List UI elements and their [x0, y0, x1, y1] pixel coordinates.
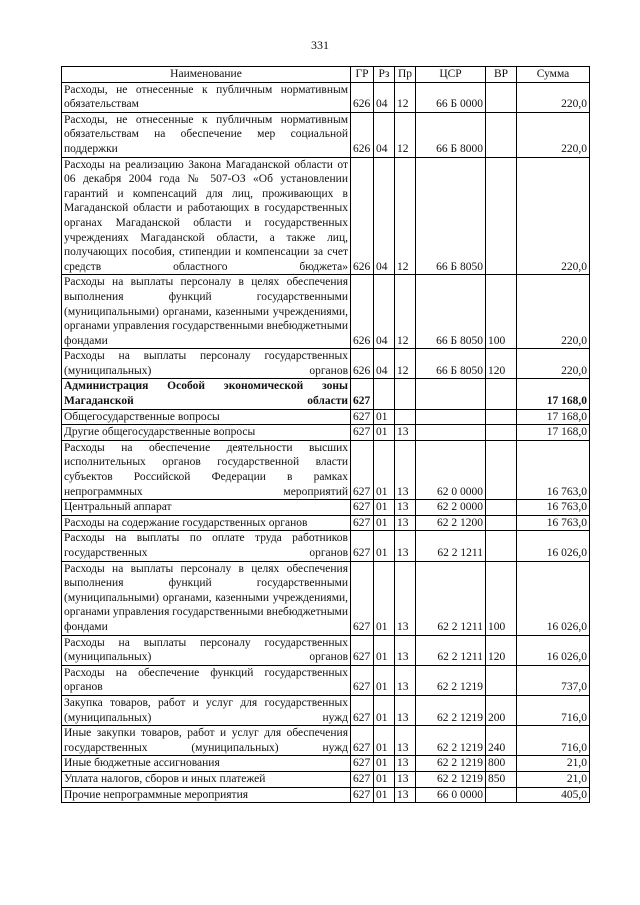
cell-sum: 16 026,0	[517, 635, 590, 665]
cell-rz: 01	[374, 515, 395, 531]
cell-csr: 62 2 1219	[416, 756, 486, 772]
cell-rz: 04	[374, 157, 395, 275]
cell-sum: 220,0	[517, 157, 590, 275]
table-body	[62, 82, 590, 803]
cell-gr: 627	[351, 425, 374, 441]
cell-csr: 66 Б 8000	[416, 112, 486, 157]
cell-vr: 800	[486, 756, 517, 772]
cell-pr: 13	[395, 531, 416, 561]
cell-csr: 62 2 1219	[416, 665, 486, 695]
cell-name: Расходы на выплаты по оплате труда работников государственных органов	[62, 531, 351, 561]
cell-name: Расходы на обеспечение деятельности высших исполнительных органов государственной власти субъектов Российской Федерации в рамках непрограммных мероприятий	[62, 440, 351, 499]
cell-name: Иные закупки товаров, работ и услуг для обеспечения государственных (муниципальных) нужд	[62, 726, 351, 756]
cell-sum: 220,0	[517, 82, 590, 112]
header-vr: ВР	[486, 67, 517, 83]
cell-gr: 627	[351, 409, 374, 425]
cell-name: Расходы на выплаты персоналу в целях обеспечения выполнения функций государственными (муниципальными) органами, казенными учреждениями, органами управления государственными внебюджетными фондами	[62, 561, 351, 635]
cell-rz: 01	[374, 440, 395, 499]
cell-gr: 626	[351, 275, 374, 349]
cell-gr: 627	[351, 665, 374, 695]
cell-rz: 01	[374, 787, 395, 803]
budget-table	[61, 66, 590, 803]
cell-sum: 16 026,0	[517, 531, 590, 561]
cell-gr: 627	[351, 787, 374, 803]
cell-csr: 62 2 1211	[416, 561, 486, 635]
cell-gr: 626	[351, 349, 374, 379]
table-row	[62, 425, 590, 441]
cell-rz: 01	[374, 425, 395, 441]
cell-sum: 16 763,0	[517, 515, 590, 531]
cell-vr: 120	[486, 635, 517, 665]
table-row	[62, 275, 590, 349]
cell-vr: 850	[486, 771, 517, 787]
cell-name: Другие общегосударственные вопросы	[62, 425, 351, 441]
cell-pr: 12	[395, 157, 416, 275]
cell-name: Иные бюджетные ассигнования	[62, 756, 351, 772]
cell-rz: 01	[374, 726, 395, 756]
table-row	[62, 695, 590, 725]
cell-pr: 13	[395, 561, 416, 635]
cell-vr	[486, 82, 517, 112]
cell-csr: 62 0 0000	[416, 440, 486, 499]
cell-pr: 13	[395, 665, 416, 695]
table-row	[62, 665, 590, 695]
cell-vr	[486, 665, 517, 695]
table-row	[62, 112, 590, 157]
cell-vr	[486, 425, 517, 441]
cell-vr	[486, 379, 517, 409]
cell-gr: 627	[351, 440, 374, 499]
cell-gr: 627	[351, 531, 374, 561]
cell-pr: 12	[395, 82, 416, 112]
cell-csr: 66 Б 8050	[416, 275, 486, 349]
cell-rz: 04	[374, 82, 395, 112]
cell-vr: 200	[486, 695, 517, 725]
cell-gr: 627	[351, 515, 374, 531]
table-row	[62, 561, 590, 635]
header-csr: ЦСР	[416, 67, 486, 83]
cell-name: Расходы на обеспечение функций государственных органов	[62, 665, 351, 695]
table-row	[62, 787, 590, 803]
cell-pr: 13	[395, 695, 416, 725]
cell-rz: 01	[374, 561, 395, 635]
cell-vr: 120	[486, 349, 517, 379]
cell-pr: 13	[395, 726, 416, 756]
cell-csr: 62 2 1219	[416, 726, 486, 756]
table-row	[62, 409, 590, 425]
cell-name: Расходы на выплаты персоналу государственных (муниципальных) органов	[62, 349, 351, 379]
table-row	[62, 349, 590, 379]
cell-gr: 626	[351, 112, 374, 157]
table-row	[62, 157, 590, 275]
cell-pr: 13	[395, 500, 416, 516]
cell-vr: 100	[486, 561, 517, 635]
cell-sum: 16 763,0	[517, 500, 590, 516]
cell-name: Расходы на реализацию Закона Магаданской области от 06 декабря 2004 года № 507-ОЗ «Об установлении гарантий и компенсаций для лиц, проживающих в Магаданской области и работающих в государственных органах Магаданской области и государственных учреждениях Магаданской области, а также лиц, получающих пособия, стипендии и компенсации за счет средств областного бюджета»	[62, 157, 351, 275]
cell-rz: 01	[374, 409, 395, 425]
cell-pr: 13	[395, 771, 416, 787]
cell-gr: 627	[351, 726, 374, 756]
cell-csr	[416, 379, 486, 409]
cell-csr: 62 2 1219	[416, 695, 486, 725]
cell-pr: 13	[395, 787, 416, 803]
cell-sum: 716,0	[517, 726, 590, 756]
cell-gr: 626	[351, 157, 374, 275]
cell-gr: 627	[351, 756, 374, 772]
cell-rz: 04	[374, 275, 395, 349]
cell-rz: 01	[374, 771, 395, 787]
cell-csr: 62 2 0000	[416, 500, 486, 516]
cell-name: Расходы на содержание государственных органов	[62, 515, 351, 531]
cell-vr	[486, 500, 517, 516]
cell-gr: 627	[351, 561, 374, 635]
cell-pr: 13	[395, 635, 416, 665]
cell-vr	[486, 112, 517, 157]
cell-name: Администрация Особой экономической зоны Магаданской области	[62, 379, 351, 409]
cell-csr: 66 Б 0000	[416, 82, 486, 112]
cell-csr	[416, 425, 486, 441]
cell-csr: 66 Б 8050	[416, 349, 486, 379]
cell-vr	[486, 531, 517, 561]
cell-pr	[395, 379, 416, 409]
cell-vr: 240	[486, 726, 517, 756]
cell-vr	[486, 157, 517, 275]
table-row	[62, 500, 590, 516]
cell-pr: 13	[395, 515, 416, 531]
cell-sum: 220,0	[517, 112, 590, 157]
header-name: Наименование	[62, 67, 351, 83]
cell-name: Уплата налогов, сборов и иных платежей	[62, 771, 351, 787]
cell-pr: 12	[395, 112, 416, 157]
cell-pr: 12	[395, 349, 416, 379]
table-row	[62, 379, 590, 409]
cell-sum: 17 168,0	[517, 409, 590, 425]
cell-sum: 21,0	[517, 756, 590, 772]
cell-vr: 100	[486, 275, 517, 349]
table-row	[62, 515, 590, 531]
table-row	[62, 82, 590, 112]
cell-csr: 66 0 0000	[416, 787, 486, 803]
cell-sum: 17 168,0	[517, 379, 590, 409]
table-row	[62, 531, 590, 561]
cell-vr	[486, 440, 517, 499]
cell-name: Центральный аппарат	[62, 500, 351, 516]
cell-vr	[486, 515, 517, 531]
cell-rz: 01	[374, 531, 395, 561]
table-row	[62, 635, 590, 665]
cell-pr	[395, 409, 416, 425]
cell-csr: 62 2 1211	[416, 531, 486, 561]
cell-gr: 626	[351, 82, 374, 112]
cell-gr: 627	[351, 500, 374, 516]
cell-rz: 01	[374, 756, 395, 772]
cell-name: Расходы на выплаты персоналу государственных (муниципальных) органов	[62, 635, 351, 665]
cell-name: Расходы на выплаты персоналу в целях обеспечения выполнения функций государственными (муниципальными) органами, казенными учреждениями, органами управления государственными внебюджетными фондами	[62, 275, 351, 349]
cell-csr: 66 Б 8050	[416, 157, 486, 275]
cell-sum: 16 026,0	[517, 561, 590, 635]
cell-gr: 627	[351, 771, 374, 787]
header-rz: Рз	[374, 67, 395, 83]
cell-rz: 04	[374, 112, 395, 157]
page-number: 331	[311, 38, 329, 52]
header-sum: Сумма	[517, 67, 590, 83]
cell-pr: 12	[395, 275, 416, 349]
cell-csr: 62 2 1200	[416, 515, 486, 531]
cell-rz: 01	[374, 500, 395, 516]
cell-rz	[374, 379, 395, 409]
table-header-row	[62, 67, 590, 83]
cell-gr: 627	[351, 379, 374, 409]
cell-csr: 62 2 1219	[416, 771, 486, 787]
cell-sum: 17 168,0	[517, 425, 590, 441]
cell-sum: 16 763,0	[517, 440, 590, 499]
cell-sum: 220,0	[517, 275, 590, 349]
cell-vr	[486, 787, 517, 803]
cell-sum: 405,0	[517, 787, 590, 803]
table-row	[62, 771, 590, 787]
cell-sum: 716,0	[517, 695, 590, 725]
cell-sum: 21,0	[517, 771, 590, 787]
cell-name: Прочие непрограммные мероприятия	[62, 787, 351, 803]
header-gr: ГР	[351, 67, 374, 83]
cell-name: Закупка товаров, работ и услуг для государственных (муниципальных) нужд	[62, 695, 351, 725]
cell-csr: 62 2 1211	[416, 635, 486, 665]
table-row	[62, 756, 590, 772]
cell-csr	[416, 409, 486, 425]
cell-sum: 220,0	[517, 349, 590, 379]
cell-name: Общегосударственные вопросы	[62, 409, 351, 425]
table-row	[62, 440, 590, 499]
cell-sum: 737,0	[517, 665, 590, 695]
cell-rz: 04	[374, 349, 395, 379]
cell-rz: 01	[374, 635, 395, 665]
cell-gr: 627	[351, 635, 374, 665]
cell-rz: 01	[374, 695, 395, 725]
cell-name: Расходы, не отнесенные к публичным нормативным обязательствам на обеспечение мер социальной поддержки	[62, 112, 351, 157]
header-pr: Пр	[395, 67, 416, 83]
cell-vr	[486, 409, 517, 425]
cell-pr: 13	[395, 756, 416, 772]
table-row	[62, 726, 590, 756]
cell-gr: 627	[351, 695, 374, 725]
cell-rz: 01	[374, 665, 395, 695]
cell-name: Расходы, не отнесенные к публичным нормативным обязательствам	[62, 82, 351, 112]
cell-pr: 13	[395, 440, 416, 499]
cell-pr: 13	[395, 425, 416, 441]
